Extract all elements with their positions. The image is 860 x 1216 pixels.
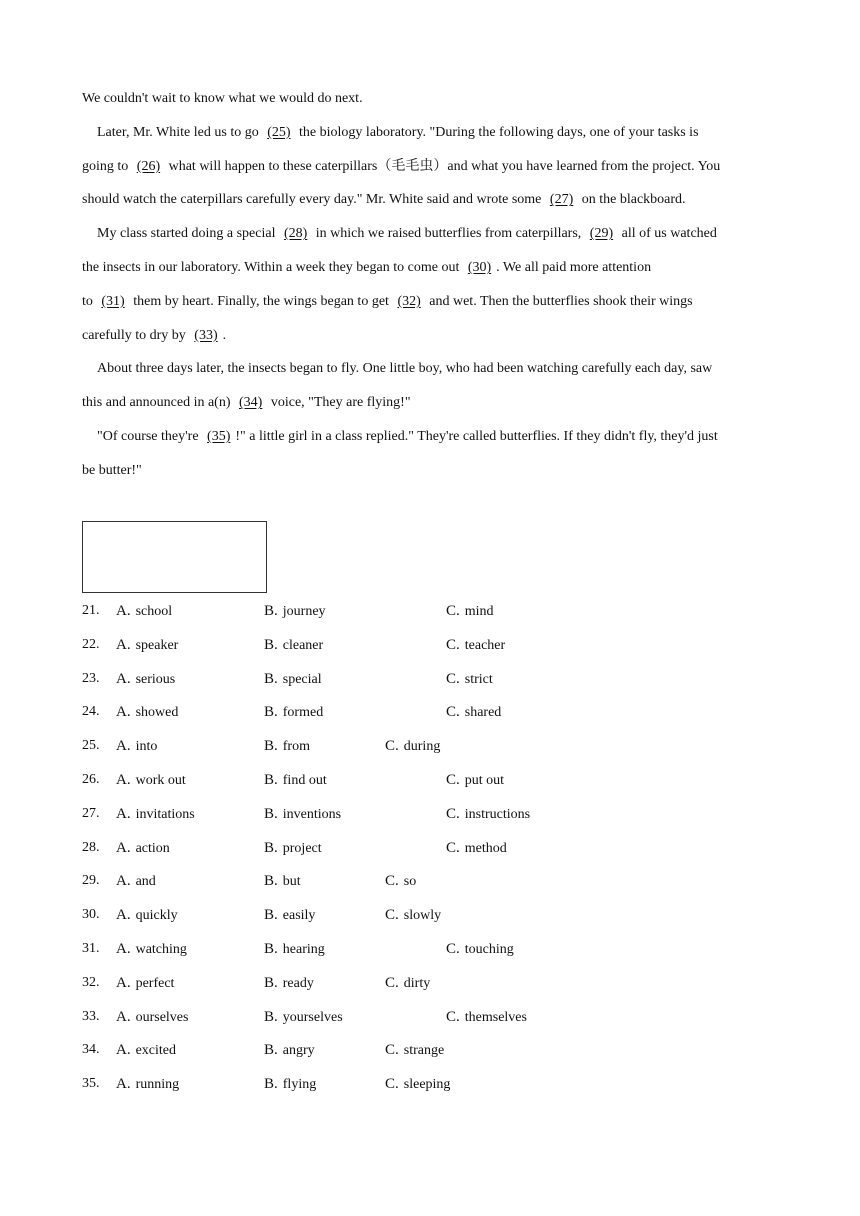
option-a[interactable] <box>116 601 172 622</box>
passage-text: !" a little girl in a class replied." They're called butterflies. If they didn't fly, they'd just <box>235 429 718 444</box>
passage-text: . We all paid more attention <box>496 260 652 275</box>
option-text: and <box>135 874 156 890</box>
option-text: find out <box>282 773 327 788</box>
option-a[interactable] <box>116 702 178 723</box>
question-row <box>82 838 782 858</box>
question-row <box>82 702 782 722</box>
option-text: touching <box>464 942 514 957</box>
option-a[interactable] <box>116 871 156 892</box>
option-b[interactable] <box>264 736 310 757</box>
option-letter: C. <box>385 974 399 991</box>
option-letter: C. <box>446 704 460 721</box>
passage-text: carefully to dry by <box>82 327 190 343</box>
passage-text: "Of course they're <box>97 429 203 444</box>
option-c[interactable] <box>446 669 493 690</box>
passage-line <box>82 89 363 109</box>
option-letter: B. <box>264 1076 278 1093</box>
option-letter: C. <box>446 805 460 822</box>
passage-text: in which we raised butterflies from caterpillars, <box>312 226 585 242</box>
passage-line <box>82 258 651 278</box>
blank-number: (32) <box>397 293 421 309</box>
question-number: 29. <box>82 873 100 889</box>
passage-line <box>82 292 693 312</box>
option-text: method <box>464 840 507 856</box>
passage-text: this and announced in a(n) <box>82 395 235 411</box>
question-row <box>82 1074 782 1094</box>
question-number: 26. <box>82 772 100 787</box>
blank-number: (31) <box>101 293 125 309</box>
blank-number: (27) <box>549 192 574 208</box>
option-text: hearing <box>282 942 325 957</box>
option-text: excited <box>135 1043 177 1059</box>
option-letter: A. <box>116 839 131 856</box>
passage-text: About three days later, the insects began to fly. One little boy, who had been watching carefully each day, saw <box>97 361 713 377</box>
passage-line <box>97 224 717 244</box>
question-number: 35. <box>82 1076 100 1092</box>
option-text: instructions <box>464 806 531 822</box>
passage-text: Later, Mr. White led us to go <box>97 124 263 140</box>
option-text: themselves <box>464 1009 527 1025</box>
option-letter: A. <box>116 805 131 822</box>
option-c[interactable] <box>385 973 430 994</box>
option-letter: B. <box>264 907 278 924</box>
option-c[interactable] <box>446 838 507 859</box>
question-number: 24. <box>82 704 100 720</box>
passage-text: My class started doing a special <box>97 226 279 242</box>
option-a[interactable] <box>116 905 178 926</box>
option-text: into <box>135 739 158 755</box>
passage-text: . <box>222 327 227 343</box>
option-text: special <box>282 671 322 687</box>
option-b[interactable] <box>264 601 326 622</box>
question-row <box>82 804 782 824</box>
option-letter: A. <box>116 873 131 890</box>
option-letter: B. <box>264 738 278 755</box>
question-row <box>82 601 782 621</box>
option-a[interactable] <box>116 1007 188 1028</box>
option-letter: A. <box>116 941 131 957</box>
option-b[interactable] <box>264 770 327 791</box>
passage-line <box>82 157 720 177</box>
passage-line <box>82 190 686 210</box>
option-letter: A. <box>116 603 131 619</box>
option-text: from <box>282 739 310 755</box>
option-letter: A. <box>116 1042 131 1059</box>
option-b[interactable] <box>264 1040 315 1061</box>
option-a[interactable] <box>116 939 187 960</box>
option-letter: A. <box>116 738 131 755</box>
option-text: watching <box>135 942 187 957</box>
option-text: running <box>135 1077 180 1093</box>
question-number: 21. <box>82 603 100 618</box>
option-b[interactable] <box>264 669 322 690</box>
option-letter: C. <box>446 670 460 687</box>
answer-box <box>82 521 267 593</box>
option-c[interactable] <box>446 1007 527 1028</box>
question-number: 28. <box>82 839 100 855</box>
option-text: school <box>135 604 173 619</box>
option-b[interactable] <box>264 838 322 859</box>
option-b[interactable] <box>264 973 314 994</box>
option-letter: B. <box>264 603 278 619</box>
option-text: action <box>135 840 170 856</box>
option-text: shared <box>464 705 502 721</box>
question-row <box>82 736 782 756</box>
option-a[interactable] <box>116 669 175 690</box>
option-text: serious <box>135 671 176 687</box>
option-letter: C. <box>385 1042 399 1059</box>
option-letter: B. <box>264 772 278 788</box>
option-text: speaker <box>135 637 179 653</box>
option-b[interactable] <box>264 871 301 892</box>
passage-text: and wet. Then the butterflies shook their wings <box>425 293 693 309</box>
passage-line <box>82 326 226 346</box>
option-text: showed <box>135 705 179 721</box>
option-letter: C. <box>385 738 399 755</box>
option-letter: A. <box>116 974 131 991</box>
option-text: journey <box>282 604 326 619</box>
option-letter: C. <box>446 941 460 957</box>
option-text: inventions <box>282 806 342 822</box>
option-c[interactable] <box>446 635 505 656</box>
option-text: mind <box>464 604 494 619</box>
blank-number: (33) <box>194 327 218 343</box>
option-text: teacher <box>464 637 506 653</box>
option-letter: A. <box>116 636 131 653</box>
option-letter: B. <box>264 974 278 991</box>
option-a[interactable] <box>116 973 174 994</box>
question-row <box>82 1040 782 1060</box>
option-text: perfect <box>135 975 175 991</box>
blank-number: (30) <box>467 260 492 275</box>
option-b[interactable] <box>264 702 323 723</box>
option-letter: A. <box>116 704 131 721</box>
question-number: 30. <box>82 907 100 923</box>
option-c[interactable] <box>446 702 501 723</box>
option-text: ready <box>282 975 314 991</box>
option-a[interactable] <box>116 736 157 757</box>
option-letter: B. <box>264 1008 278 1025</box>
option-c[interactable] <box>385 736 440 757</box>
option-text: invitations <box>135 806 195 822</box>
option-text: strange <box>403 1043 445 1059</box>
option-letter: A. <box>116 907 131 924</box>
option-letter: B. <box>264 704 278 721</box>
option-letter: B. <box>264 805 278 822</box>
option-text: dirty <box>403 975 431 991</box>
question-number: 23. <box>82 670 100 686</box>
option-b[interactable] <box>264 635 323 656</box>
option-text: cleaner <box>282 637 324 653</box>
question-row <box>82 939 782 959</box>
option-letter: C. <box>446 839 460 856</box>
question-row <box>82 871 782 891</box>
option-letter: B. <box>264 670 278 687</box>
passage-text: them by heart. Finally, the wings began to get <box>129 293 393 309</box>
option-letter: B. <box>264 873 278 890</box>
option-text: work out <box>135 773 186 788</box>
option-c[interactable] <box>446 804 530 825</box>
option-a[interactable] <box>116 770 186 791</box>
option-text: during <box>403 739 441 755</box>
option-text: slowly <box>403 908 442 924</box>
passage-line <box>82 461 142 481</box>
question-number: 25. <box>82 738 100 754</box>
passage-text: to <box>82 293 97 309</box>
option-b[interactable] <box>264 939 325 960</box>
option-c[interactable] <box>385 905 441 926</box>
passage-line <box>97 123 699 143</box>
question-row <box>82 1007 782 1027</box>
option-c[interactable] <box>446 770 504 791</box>
option-letter: C. <box>446 772 460 788</box>
option-b[interactable] <box>264 804 341 825</box>
passage-text: what will happen to these caterpillars（毛毛虫）and what you have learned from the project. You <box>165 158 721 174</box>
passage-text: voice, "They are flying!" <box>267 395 411 411</box>
passage-text: going to <box>82 158 132 174</box>
question-number: 27. <box>82 805 100 821</box>
option-b[interactable] <box>264 1074 316 1095</box>
blank-number: (34) <box>239 395 263 411</box>
option-c[interactable] <box>385 871 416 892</box>
option-a[interactable] <box>116 1074 179 1095</box>
question-number: 33. <box>82 1008 100 1024</box>
option-letter: A. <box>116 1008 131 1025</box>
question-row <box>82 635 782 655</box>
blank-number: (26) <box>136 158 161 174</box>
question-row <box>82 973 782 993</box>
option-text: so <box>403 874 417 890</box>
blank-number: (25) <box>267 124 291 140</box>
question-row <box>82 770 782 790</box>
option-letter: B. <box>264 636 278 653</box>
option-a[interactable] <box>116 635 178 656</box>
option-letter: C. <box>446 636 460 653</box>
option-text: put out <box>464 773 505 788</box>
option-a[interactable] <box>116 1040 176 1061</box>
option-letter: C. <box>446 603 460 619</box>
passage-text: be butter!" <box>82 462 142 478</box>
option-text: angry <box>282 1043 315 1059</box>
option-letter: B. <box>264 839 278 856</box>
passage-line <box>97 427 718 447</box>
passage-line <box>82 393 411 413</box>
passage-text: all of us watched <box>618 226 717 242</box>
passage-text: the biology laboratory. "During the following days, one of your tasks is <box>295 124 699 140</box>
option-letter: A. <box>116 670 131 687</box>
passage-text: should watch the caterpillars carefully every day." Mr. White said and wrote some <box>82 192 545 208</box>
blank-number: (28) <box>283 226 308 242</box>
option-text: easily <box>282 908 316 924</box>
blank-number: (35) <box>207 429 231 444</box>
option-text: project <box>282 840 322 856</box>
blank-number: (29) <box>589 226 614 242</box>
question-number: 34. <box>82 1042 100 1058</box>
question-number: 31. <box>82 941 100 956</box>
option-letter: C. <box>446 1008 460 1025</box>
option-letter: C. <box>385 873 399 890</box>
option-text: strict <box>464 671 493 687</box>
option-text: but <box>282 874 301 890</box>
option-text: flying <box>282 1077 317 1093</box>
option-text: formed <box>282 705 324 721</box>
question-number: 32. <box>82 974 100 990</box>
passage-line <box>97 359 712 379</box>
option-text: quickly <box>135 908 178 924</box>
passage-text: the insects in our laboratory. Within a week they began to come out <box>82 260 463 275</box>
option-c[interactable] <box>446 601 494 622</box>
option-a[interactable] <box>116 804 195 825</box>
option-letter: B. <box>264 941 278 957</box>
passage-text: We couldn't wait to know what we would do next. <box>82 91 363 106</box>
option-c[interactable] <box>446 939 514 960</box>
option-letter: A. <box>116 772 131 788</box>
option-letter: C. <box>385 1076 399 1093</box>
option-c[interactable] <box>385 1040 444 1061</box>
passage-text: on the blackboard. <box>578 192 686 208</box>
question-number: 22. <box>82 636 100 652</box>
question-row <box>82 905 782 925</box>
option-letter: C. <box>385 907 399 924</box>
option-b[interactable] <box>264 905 315 926</box>
option-c[interactable] <box>385 1074 450 1095</box>
option-letter: B. <box>264 1042 278 1059</box>
option-text: ourselves <box>135 1009 189 1025</box>
option-letter: A. <box>116 1076 131 1093</box>
option-text: sleeping <box>403 1077 451 1093</box>
option-b[interactable] <box>264 1007 343 1028</box>
option-a[interactable] <box>116 838 170 859</box>
question-row <box>82 669 782 689</box>
option-text: yourselves <box>282 1009 343 1025</box>
